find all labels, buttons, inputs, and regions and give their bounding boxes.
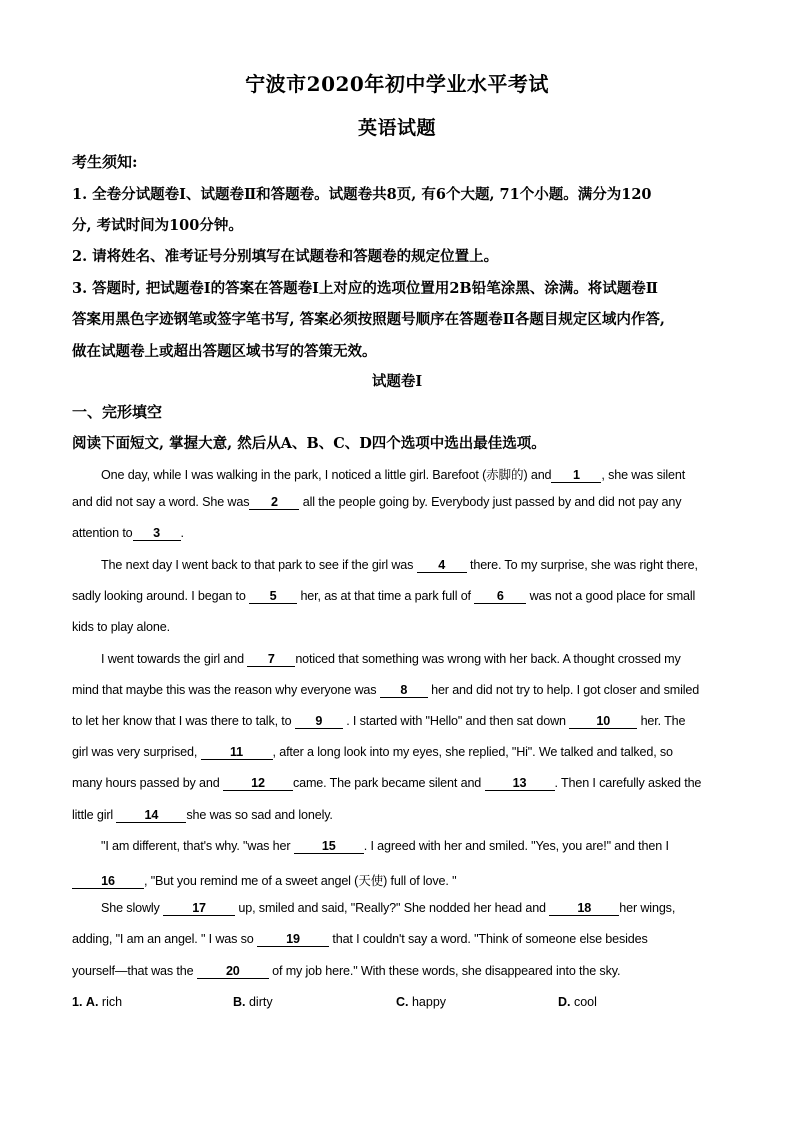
blank-12: 12 <box>223 777 293 791</box>
passage-line: and did not say a word. She was 2 all the people going by. Everybody just passed by and did not pay any <box>72 495 682 509</box>
passage-line: attention to 3 . <box>72 526 184 540</box>
blank-19: 19 <box>257 933 329 947</box>
question-1-option-b[interactable]: B. dirty <box>233 995 273 1009</box>
notice-item3-line2: 答案用黑色字迹钢笔或签字笔书写, 答案必须按照题号顺序在答题卷Ⅱ各题目规定区域内作答, <box>72 311 665 328</box>
blank-9: 9 <box>295 715 343 729</box>
passage-line: little girl 14 she was so sad and lonely. <box>72 808 333 822</box>
section-instruction: 阅读下面短文, 掌握大意, 然后从A、B、C、D四个选项中选出最佳选项。 <box>72 435 546 452</box>
notice-heading: 考生须知: <box>72 153 138 171</box>
notice-item2: 2. 请将姓名、准考证号分别填写在试题卷和答题卷的规定位置上。 <box>72 248 499 265</box>
question-1-option-d[interactable]: D. cool <box>558 995 597 1009</box>
exam-title: 宁波市2020年初中学业水平考试 <box>245 72 549 96</box>
passage-line: "I am different, that's why. "was her 15 . I agreed with her and smiled. "Yes, you are!" and then I <box>101 839 669 853</box>
blank-10: 10 <box>569 715 637 729</box>
passage-line: One day, while I was walking in the park, I noticed a little girl. Barefoot (赤脚的) and 1 , she was silent <box>101 468 686 482</box>
blank-11: 11 <box>201 746 273 760</box>
notice-item1-line1: 1. 全卷分试题卷I、试题卷Ⅱ和答题卷。试题卷共8页, 有6个大题, 71个小题。满分为120 <box>72 186 652 203</box>
passage-line: mind that maybe this was the reason why everyone was 8 her and did not try to help. I got closer and smiled <box>72 683 700 697</box>
passage-line: I went towards the girl and 7 noticed that something was wrong with her back. A thought crossed my <box>101 652 681 666</box>
passage-line: She slowly 17 up, smiled and said, "Really?" She nodded her head and 18 her wings, <box>101 901 676 915</box>
passage-line: sadly looking around. I began to 5 her, as at that time a park full of 6 was not a good place for small <box>72 589 696 603</box>
blank-17: 17 <box>163 902 235 916</box>
blank-3: 3 <box>133 527 181 541</box>
volume-title: 试题卷I <box>371 373 423 390</box>
blank-2: 2 <box>249 496 299 510</box>
passage-line: adding, "I am an angel. " I was so 19 that I couldn't say a word. "Think of someone else besides <box>72 932 648 946</box>
question-1-option-c[interactable]: C. happy <box>396 995 447 1009</box>
question-1-option-a[interactable]: 1. A. rich <box>72 995 123 1009</box>
notice-item3-line3: 做在试题卷上或超出答题区域书写的答策无效。 <box>72 343 377 360</box>
passage-line: to let her know that I was there to talk, to 9 . I started with "Hello" and then sat down 10 her. The <box>72 714 686 728</box>
exam-subtitle: 英语试题 <box>357 117 436 139</box>
section-title: 一、完形填空 <box>72 403 163 421</box>
blank-13: 13 <box>485 777 555 791</box>
blank-18: 18 <box>549 902 619 916</box>
passage-line: many hours passed by and 12 came. The park became silent and 13 . Then I carefully asked the <box>72 776 702 790</box>
blank-5: 5 <box>249 590 297 604</box>
passage-line: 16 , "But you remind me of a sweet angel (天使) full of love. " <box>72 870 456 889</box>
blank-16: 16 <box>72 875 144 889</box>
blank-20: 20 <box>197 965 269 979</box>
notice-item1-line2: 分, 考试时间为100分钟。 <box>72 217 243 234</box>
passage-line: The next day I went back to that park to see if the girl was 4 there. To my surprise, she was right there, <box>101 558 698 572</box>
blank-14: 14 <box>116 809 186 823</box>
passage-line: kids to play alone. <box>72 620 170 634</box>
blank-4: 4 <box>417 559 467 573</box>
blank-7: 7 <box>247 653 295 667</box>
blank-6: 6 <box>474 590 526 604</box>
passage-line: girl was very surprised, 11 , after a long look into my eyes, she replied, "Hi". We talked and talked, so <box>72 745 673 759</box>
notice-item3-line1: 3. 答题时, 把试题卷I的答案在答题卷I上对应的选项位置用2B铅笔涂黑、涂满。将试题卷Ⅱ <box>72 280 658 297</box>
blank-8: 8 <box>380 684 428 698</box>
blank-15: 15 <box>294 840 364 854</box>
blank-1: 1 <box>551 469 601 483</box>
passage-line: yourself—that was the 20 of my job here." With these words, she disappeared into the sky. <box>72 964 621 978</box>
